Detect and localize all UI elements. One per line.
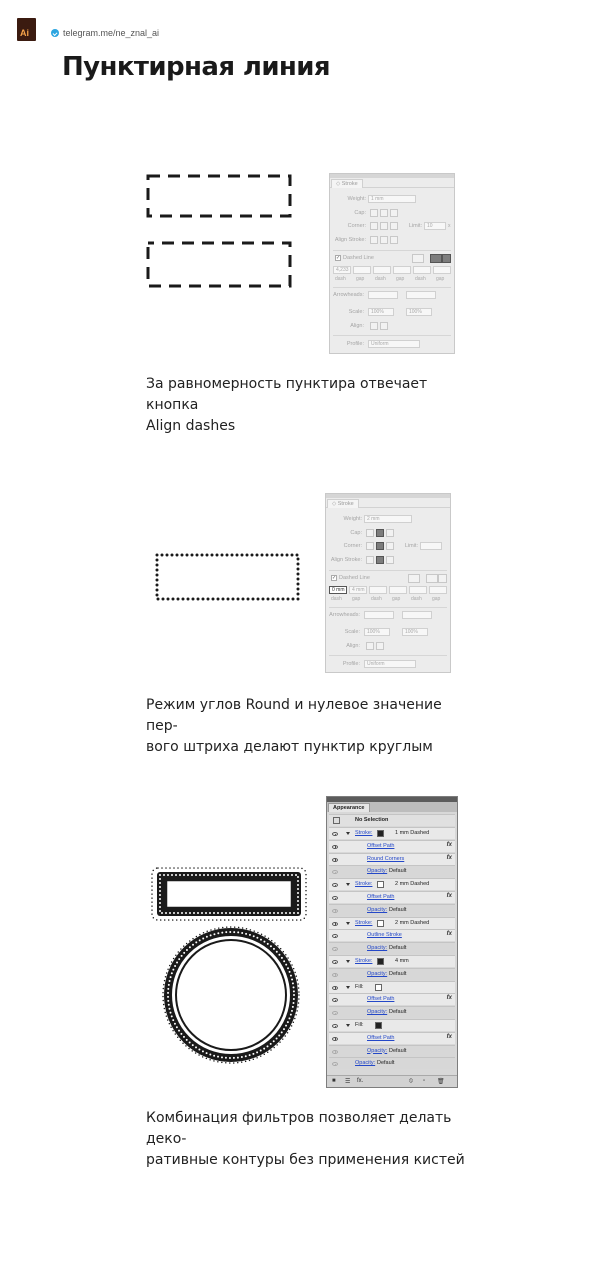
limit-label: Limit: [404,543,418,549]
appearance-item-label[interactable]: Stroke: [355,881,373,888]
appearance-item-label[interactable]: Opacity: [367,1009,388,1016]
preserve-dashes-button[interactable] [412,254,424,263]
visibility-eye-icon[interactable] [332,896,338,900]
profile-label: Profile: [346,341,364,347]
caption-round-dots [146,695,476,758]
gap-caption-2: gap [392,596,401,602]
miter-join-button[interactable] [366,542,374,550]
telegram-icon [51,29,59,37]
butt-cap-button[interactable] [366,529,374,537]
duplicate-item-icon[interactable]: ▫ [423,1078,426,1084]
appearance-item-label[interactable]: Offset Path [367,1034,395,1041]
dashed-rect-top [148,176,290,216]
appearance-item-label[interactable]: Offset Path [367,894,395,900]
visibility-eye-icon[interactable] [332,870,338,874]
limit-label: Limit: [408,223,422,229]
appearance-row-stroke[interactable] [329,878,455,890]
arrow-align-2-button[interactable] [380,322,388,330]
gap-field-3[interactable] [433,266,451,274]
appearance-item-label[interactable]: Stroke: [355,958,373,964]
round-cap-button[interactable] [376,529,384,537]
channel-link[interactable] [51,28,159,38]
appearance-footer [327,1075,457,1087]
dash-caption-3: dash [415,276,426,282]
appearance-item-label[interactable]: Opacity: [367,945,388,952]
color-swatch[interactable] [377,958,384,965]
gap-field-3[interactable] [429,586,447,594]
appearance-item-label[interactable]: Fill: [355,1022,364,1028]
fx-icon[interactable]: fx [446,893,452,899]
visibility-eye-icon[interactable] [332,960,338,964]
visibility-eye-icon[interactable] [332,1037,338,1041]
appearance-item-label[interactable]: Opacity: [367,970,388,977]
visibility-eye-icon[interactable] [332,832,338,836]
align-dashes-corner-button[interactable] [442,254,451,263]
clear-appearance-icon[interactable]: ⦸ [409,1078,413,1084]
round-join-button[interactable] [376,542,384,550]
caption-line: вого штриха делают пунктир круглым [146,739,433,755]
appearance-item-label[interactable]: Opacity: [367,1047,388,1054]
color-swatch[interactable] [375,1022,382,1029]
align-dashes-corner-button[interactable] [438,574,447,583]
visibility-eye-icon[interactable] [332,1062,338,1066]
appearance-item-label[interactable]: Offset Path [367,996,395,1003]
stroke-panel-1 [329,173,455,354]
gap-field-2[interactable] [393,266,411,274]
profile-select[interactable]: Uniform [364,660,416,668]
dash-caption-2: dash [375,276,386,282]
frame-rect-inner-line [166,880,292,908]
appearance-item-value: Default [389,906,407,913]
dash-caption-1: dash [331,596,342,602]
scale-label: Scale: [348,309,364,315]
dash-caption-3: dash [411,596,422,602]
align-outside-button[interactable] [386,556,394,564]
add-stroke-icon[interactable]: ■ [332,1078,336,1084]
dash-field-1[interactable]: 0 mm [329,586,347,594]
appearance-item-value: Default [389,1009,407,1016]
visibility-eye-icon[interactable] [332,922,338,926]
appearance-item-label[interactable]: Stroke: [355,919,373,926]
gap-field-1[interactable] [353,266,371,274]
limit-unit: x [448,223,451,229]
add-fill-icon[interactable]: ☰ [345,1079,351,1085]
color-swatch[interactable] [377,830,384,837]
app-icon-label: Ai [20,28,29,38]
appearance-row-opacity[interactable] [329,942,455,954]
scale-end-field[interactable]: 100% [402,628,428,636]
dashed-line-checkbox[interactable]: ✓ [336,255,341,261]
decorative-frames-illustration [145,862,315,1072]
fx-icon[interactable]: fx [446,995,452,1002]
appearance-item-label[interactable]: Round Corners [367,855,405,862]
delete-item-icon[interactable]: 🗑 [437,1079,445,1085]
dash-field-2[interactable] [369,586,387,594]
visibility-eye-icon[interactable] [332,909,338,913]
caption-line: ративные контуры без применения кистей [146,1152,465,1168]
visibility-eye-icon[interactable] [332,973,338,977]
visibility-eye-icon[interactable] [332,845,338,849]
color-swatch[interactable] [375,984,382,991]
corner-label: Corner: [343,543,362,549]
caption-line: Align dashes [146,418,236,434]
square-cap-button[interactable] [386,529,394,537]
arrow-align-1-button[interactable] [370,322,378,330]
appearance-row-opacity[interactable] [329,1045,455,1057]
appearance-row-stroke[interactable] [329,955,455,967]
align-stroke-label: Align Stroke: [334,237,366,243]
fx-icon[interactable]: fx [446,854,452,861]
disclosure-triangle-icon[interactable] [346,1024,350,1027]
align-dashes-button[interactable] [426,574,438,583]
caption-line: За равномерность пунктира отвечает кнопка [146,376,428,413]
miter-join-button[interactable] [370,222,378,230]
appearance-item-value: 2 mm Dashed [395,881,430,888]
dash-field-1[interactable]: 4,233 [333,266,351,274]
gap-caption-1: gap [356,276,365,282]
caption-line: Режим углов Round и нулевое значение пер- [146,697,442,734]
align-center-button[interactable] [370,236,378,244]
appearance-item-value: 2 mm Dashed [395,919,430,926]
appearance-header-row[interactable] [329,814,455,826]
dash-field-3[interactable] [409,586,427,594]
align-arrow-label: Align: [346,643,360,649]
no-selection-label: No Selection [355,817,389,823]
stroke-tab[interactable]: ◇ Stroke [327,499,359,508]
visibility-eye-icon[interactable] [332,883,338,887]
dotted-rect [157,555,298,599]
appearance-item-label[interactable]: Fill: [355,983,364,990]
start-arrowhead-select[interactable] [368,291,398,299]
align-inside-button[interactable] [380,236,388,244]
selection-thumbnail [333,817,340,824]
dashed-rect-bottom [148,243,290,286]
visibility-eye-icon[interactable] [332,1050,338,1054]
appearance-item-label[interactable]: Offset Path [367,842,395,849]
page-title: Пунктирная линия [62,52,331,82]
visibility-eye-icon[interactable] [332,1024,338,1028]
appearance-item-label[interactable]: Opacity: [367,868,388,875]
stroke-panel-2 [325,493,451,673]
visibility-eye-icon[interactable] [332,1011,338,1015]
visibility-eye-icon[interactable] [332,947,338,951]
appearance-row-opacity[interactable] [329,865,455,877]
end-arrowhead-select[interactable] [402,611,432,619]
dashed-line-label: Dashed Line [343,255,374,261]
gap-field-2[interactable] [389,586,407,594]
channel-text[interactable]: telegram.me/ne_znal_ai [63,28,160,38]
appearance-item-label[interactable]: Opacity: [367,906,388,913]
bevel-join-button[interactable] [386,542,394,550]
frame-circle-inner-line [176,940,286,1050]
dash-caption-1: dash [335,276,346,282]
disclosure-triangle-icon[interactable] [346,986,350,989]
align-stroke-label: Align Stroke: [330,557,362,563]
appearance-item-value: Default [377,1060,395,1067]
arrowheads-label: Arrowheads: [329,612,360,618]
gap-caption-3: gap [436,276,445,282]
appearance-item-value: 1 mm Dashed [395,830,430,836]
dotted-rectangle-illustration [150,548,305,606]
frame-circle-outer-dots [163,927,299,1063]
scale-start-field[interactable]: 100% [368,308,394,316]
align-outside-button[interactable] [390,236,398,244]
appearance-item-value: Default [389,868,407,875]
appearance-item-value: 4 mm [395,958,409,964]
illustrator-icon [17,18,36,41]
start-arrowhead-select[interactable] [364,611,394,619]
bevel-join-button[interactable] [390,222,398,230]
appearance-item-value: Default [389,945,407,952]
appearance-row-effect[interactable] [329,840,455,852]
appearance-row-effect[interactable] [329,1032,455,1044]
appearance-panel [326,796,458,1088]
weight-field[interactable]: 2 mm [364,515,412,523]
appearance-row-stroke[interactable] [329,917,455,929]
arrowheads-label: Arrowheads: [333,292,364,298]
dash-field-3[interactable] [413,266,431,274]
stroke-tab[interactable]: ◇ Stroke [331,179,363,188]
dash-caption-2: dash [371,596,382,602]
gap-caption-1: gap [352,596,361,602]
visibility-eye-icon[interactable] [332,986,338,990]
limit-field[interactable]: 10 [424,222,446,230]
fx-icon[interactable]: fx [446,931,452,938]
appearance-item-value: Default [389,970,407,977]
caption-decorative-frames [146,1108,476,1171]
caption-align-dashes [146,374,476,437]
appearance-row-opacity[interactable] [329,904,455,916]
arrow-align-1-button[interactable] [366,642,374,650]
cap-label: Cap: [350,530,362,536]
scale-label: Scale: [344,629,360,635]
color-swatch[interactable] [377,881,384,888]
caption-line: Комбинация фильтров позволяет делать деко- [146,1110,452,1147]
fx-icon[interactable]: fx [446,1033,452,1040]
gap-caption-3: gap [432,596,441,602]
weight-label: Weight: [347,196,366,202]
square-cap-button[interactable] [390,209,398,217]
appearance-row-fill[interactable] [329,1019,455,1031]
appearance-row-stroke[interactable] [329,827,455,839]
profile-label: Profile: [342,661,360,667]
corner-label: Corner: [347,223,366,229]
scale-start-field[interactable]: 100% [364,628,390,636]
disclosure-triangle-icon[interactable] [346,960,350,963]
appearance-item-label[interactable]: Stroke: [355,830,373,836]
appearance-tab[interactable]: Appearance [328,803,370,812]
limit-field[interactable] [420,542,442,550]
appearance-row-effect[interactable] [329,993,455,1005]
align-dashes-button[interactable] [430,254,442,263]
butt-cap-button[interactable] [370,209,378,217]
visibility-eye-icon[interactable] [332,934,338,938]
align-arrow-label: Align: [350,323,364,329]
preserve-dashes-button[interactable] [408,574,420,583]
fx-icon[interactable]: fx [446,841,452,848]
dashed-line-label: Dashed Line [339,575,370,581]
scale-end-field[interactable]: 100% [406,308,432,316]
cap-label: Cap: [354,210,366,216]
weight-field[interactable]: 1 mm [368,195,416,203]
arrow-align-2-button[interactable] [376,642,384,650]
appearance-row-fill[interactable] [329,981,455,993]
disclosure-triangle-icon[interactable] [346,883,350,886]
align-center-button[interactable] [366,556,374,564]
disclosure-triangle-icon[interactable] [346,922,350,925]
dashed-line-checkbox[interactable]: ✓ [332,575,337,581]
gap-caption-2: gap [396,276,405,282]
appearance-row-effect[interactable] [329,891,455,903]
disclosure-triangle-icon[interactable] [346,832,350,835]
appearance-row-effect[interactable] [329,929,455,941]
align-inside-button[interactable] [376,556,384,564]
round-cap-button[interactable] [380,209,388,217]
color-swatch[interactable] [377,920,384,927]
appearance-item-value: Default [389,1047,407,1054]
appearance-row-opacity[interactable] [329,1006,455,1018]
end-arrowhead-select[interactable] [406,291,436,299]
add-effect-icon[interactable]: fx. [357,1078,364,1084]
weight-label: Weight: [343,516,362,522]
gap-field-1[interactable]: 4 mm [349,586,367,594]
appearance-row-opacity[interactable] [329,968,455,980]
appearance-item-label[interactable]: Outline Stroke [367,932,402,939]
dashed-rectangles-illustration [140,170,300,295]
appearance-item-label[interactable]: Opacity: [355,1060,376,1067]
round-join-button[interactable] [380,222,388,230]
appearance-row-root-opacity[interactable] [329,1057,455,1069]
visibility-eye-icon[interactable] [332,998,338,1002]
visibility-eye-icon[interactable] [332,858,338,862]
profile-select[interactable]: Uniform [368,340,420,348]
appearance-row-effect[interactable] [329,853,455,865]
dash-field-2[interactable] [373,266,391,274]
